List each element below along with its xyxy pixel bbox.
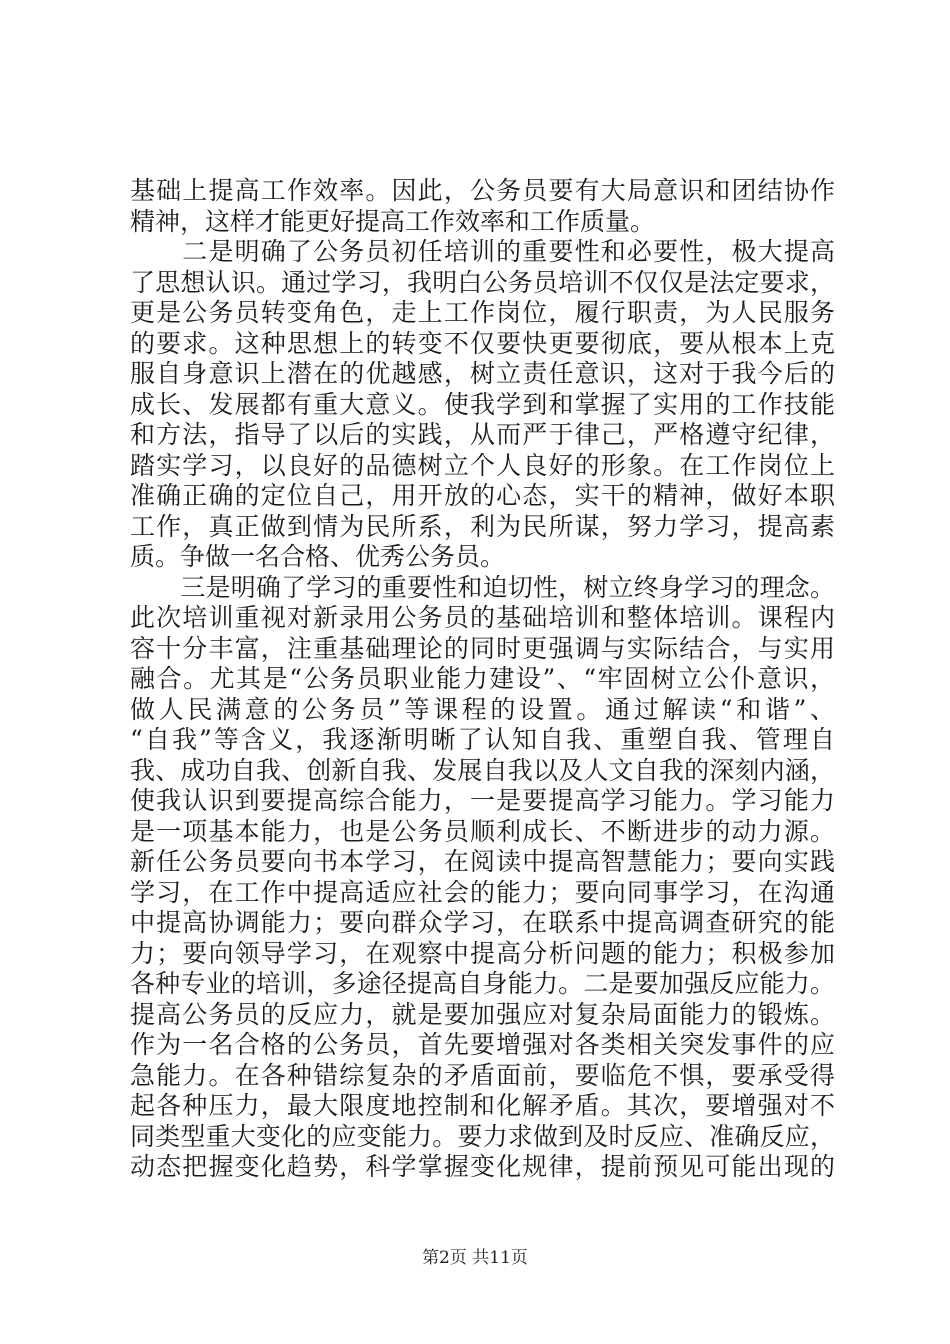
page-number-footer: 第2页 共11页	[422, 1248, 528, 1268]
text-line: 中提高协调能力；要向群众学习，在联系中提高调查研究的能	[130, 908, 835, 937]
text-line: 学习，在工作中提高适应社会的能力；要向同事学习，在沟通	[130, 877, 835, 907]
text-line: 三是明确了学习的重要性和迫切性，树立终身学习的理念。	[130, 572, 835, 602]
text-line: 工作，真正做到情为民所系，利为民所谋，努力学习，提高素	[130, 511, 835, 541]
text-line: 成长、发展都有重大意义。使我学到和掌握了实用的工作技能	[130, 389, 835, 419]
text-line: 急能力。在各种错综复杂的矛盾面前，要临危不惧，要承受得	[130, 1060, 835, 1090]
text-line: 更是公务员转变角色，走上工作岗位，履行职责，为人民服务	[130, 298, 835, 327]
text-line: 作为一名合格的公务员，首先要增强对各类相关突发事件的应	[130, 1030, 835, 1059]
text-line: 动态把握变化趋势，科学掌握变化规律，提前预见可能出现的	[130, 1152, 835, 1181]
body-text	[130, 176, 835, 1183]
text-line: 质。争做一名合格、优秀公务员。	[130, 542, 506, 571]
text-line: 踏实学习，以良好的品德树立个人良好的形象。在工作岗位上	[130, 450, 835, 480]
text-line: 的要求。这种思想上的转变不仅要快更要彻底，要从根本上克	[130, 328, 835, 358]
text-line: 提高公务员的反应力，就是要加强应对复杂局面能力的锻炼。	[130, 999, 835, 1029]
text-line: 我、成功自我、创新自我、发展自我以及人文自我的深刻内涵，	[130, 755, 835, 785]
text-line: 了思想认识。通过学习，我明白公务员培训不仅仅是法定要求，	[130, 267, 835, 297]
text-line: 容十分丰富，注重基础理论的同时更强调与实际结合，与实用	[130, 633, 835, 663]
text-line: 二是明确了公务员初任培训的重要性和必要性，极大提高	[130, 237, 835, 266]
text-line: 此次培训重视对新录用公务员的基础培训和整体培训。课程内	[130, 603, 835, 632]
text-line: 起各种压力，最大限度地控制和化解矛盾。其次，要增强对不	[130, 1091, 835, 1120]
text-line: 同类型重大变化的应变能力。要力求做到及时反应、准确反应，	[130, 1121, 835, 1151]
text-line: 服自身意识上潜在的优越感，树立责任意识，这对于我今后的	[130, 359, 835, 388]
text-line: 准确正确的定位自己，用开放的心态，实干的精神，做好本职	[130, 481, 835, 510]
text-line: 各种专业的培训，多途径提高自身能力。二是要加强反应能力。	[130, 969, 835, 998]
text-line: 力；要向领导学习，在观察中提高分析问题的能力；积极参加	[130, 938, 835, 968]
text-line: “自我”等含义，我逐渐明晰了认知自我、重塑自我、管理自	[130, 725, 835, 754]
text-line: 是一项基本能力，也是公务员顺利成长、不断进步的动力源。	[130, 816, 835, 846]
text-line: 做人民满意的公务员”等课程的设置。通过解读“和谐”、	[130, 694, 835, 724]
text-line: 和方法，指导了以后的实践，从而严于律己，严格遵守纪律，	[130, 420, 835, 449]
text-line: 使我认识到要提高综合能力，一是要提高学习能力。学习能力	[130, 786, 835, 815]
text-line: 融合。尤其是“公务员职业能力建设”、“牢固树立公仆意识，	[130, 664, 835, 693]
text-line: 精神，这样才能更好提高工作效率和工作质量。	[130, 206, 656, 236]
text-line: 新任公务员要向书本学习，在阅读中提高智慧能力；要向实践	[130, 847, 835, 876]
text-line: 基础上提高工作效率。因此，公务员要有大局意识和团结协作	[130, 176, 835, 205]
